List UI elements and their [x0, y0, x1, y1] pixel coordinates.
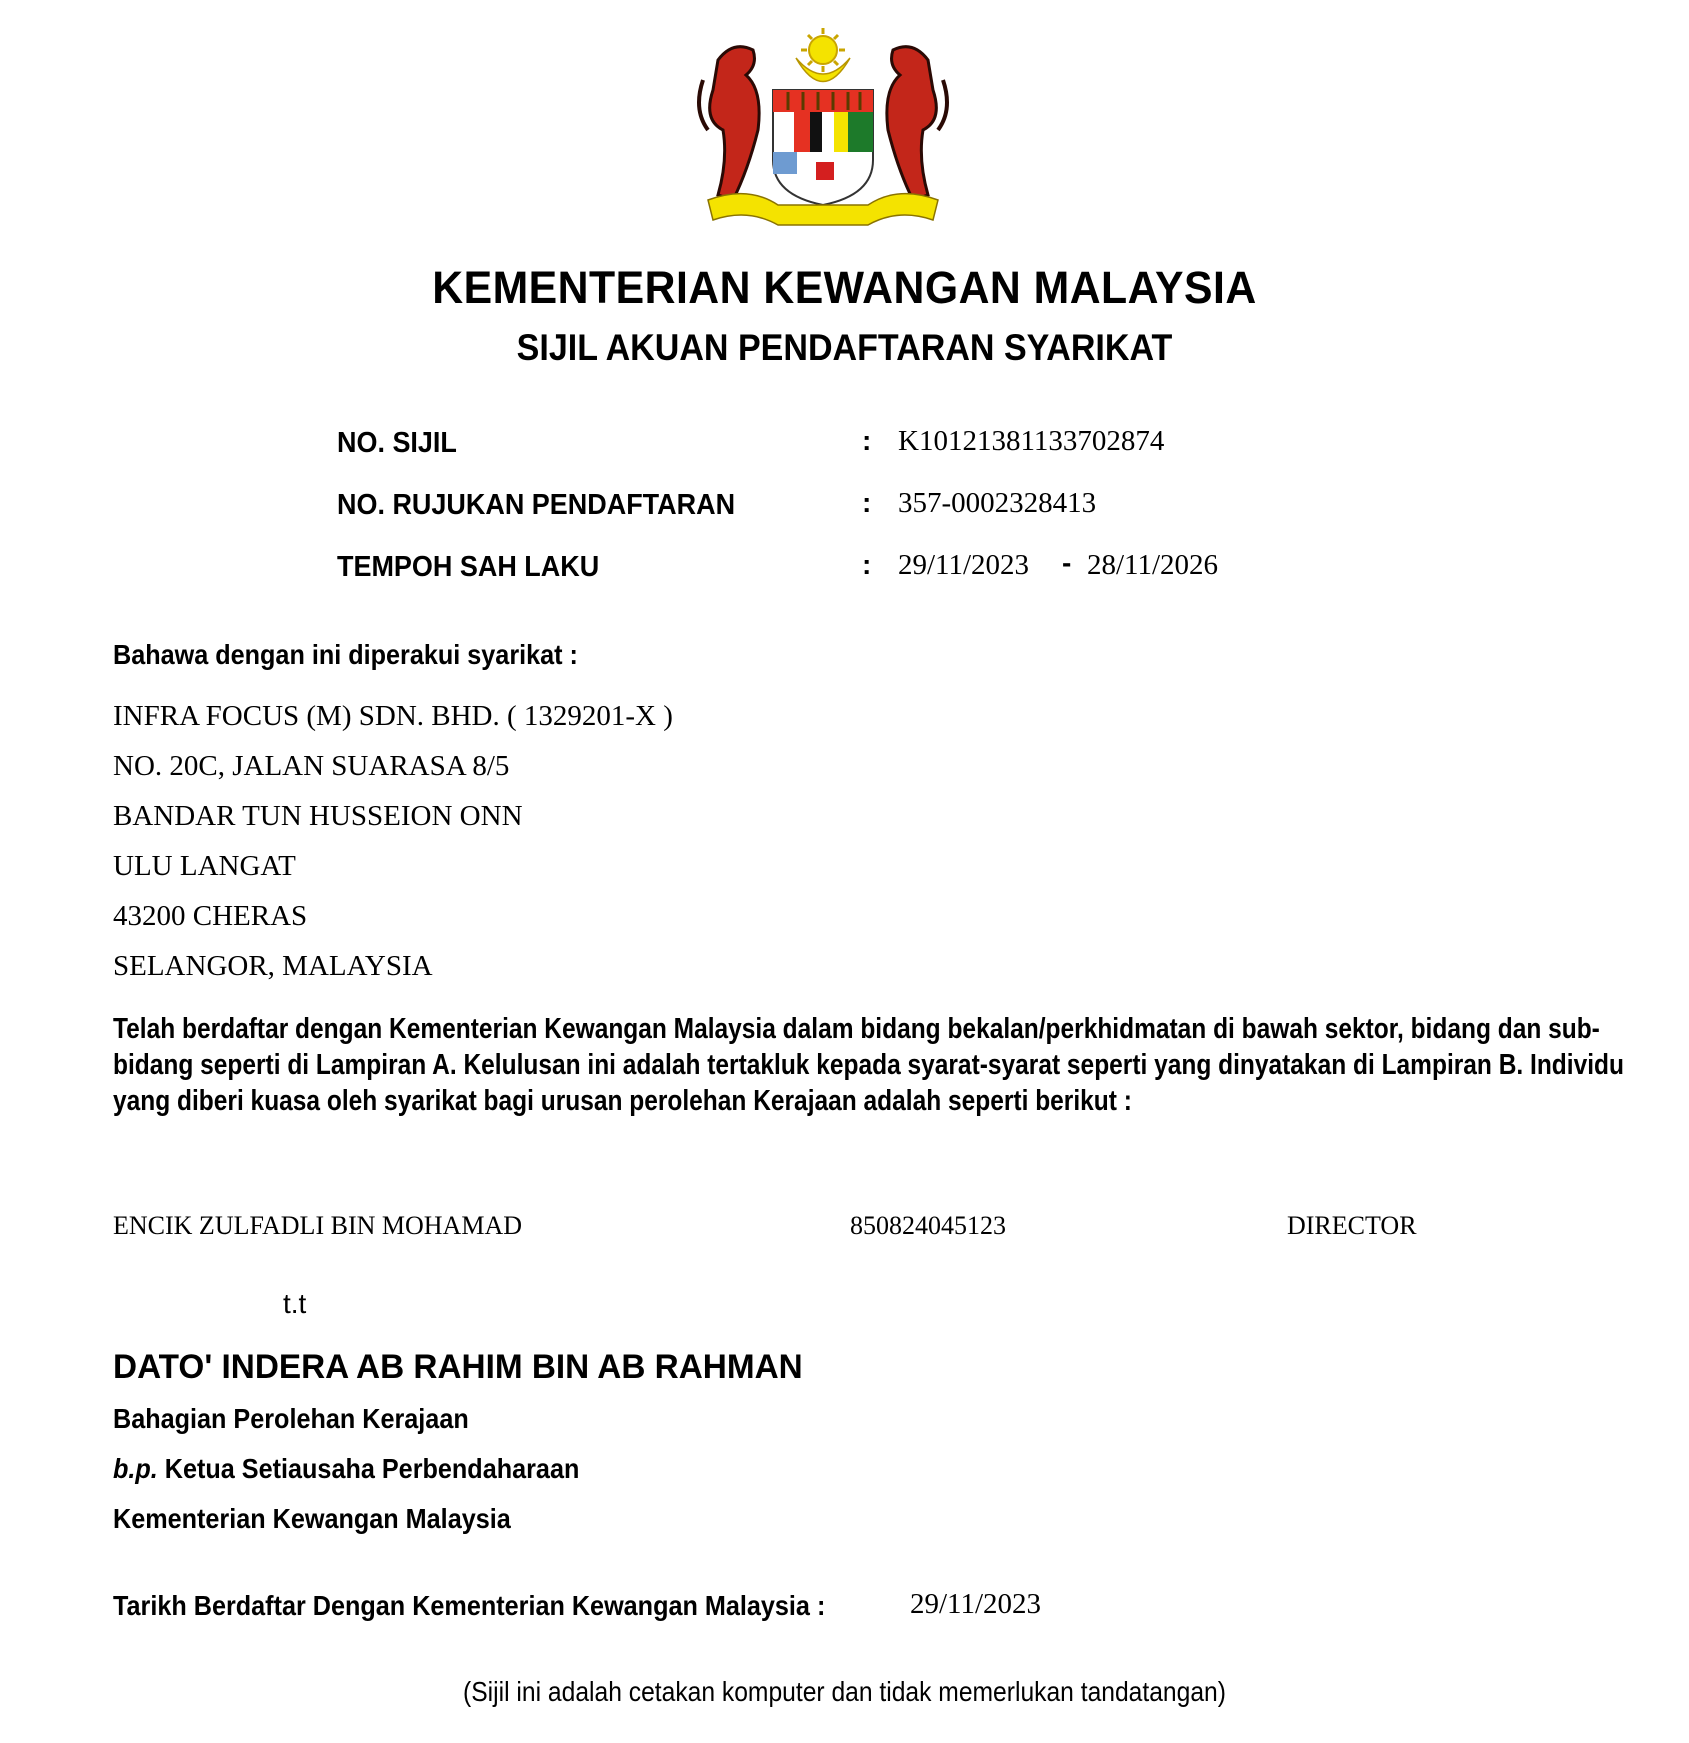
- certificate-number-label: NO. SIJIL: [337, 427, 457, 459]
- signatory-division: Bahagian Perolehan Kerajaan: [113, 1403, 469, 1434]
- validity-from: 29/11/2023: [898, 549, 1030, 581]
- signed-mark: t.t: [283, 1288, 307, 1319]
- certify-intro: Bahawa dengan ini diperakui syarikat :: [113, 639, 578, 670]
- address-line: 43200 CHERAS: [113, 900, 308, 932]
- registration-date-label: Tarikh Berdaftar Dengan Kementerian Kewangan Malaysia :: [113, 1590, 826, 1621]
- address-line: ULU LANGAT: [113, 850, 296, 882]
- signatory-ministry: Kementerian Kewangan Malaysia: [113, 1503, 511, 1534]
- certificate-number-value: K10121381133702874: [898, 425, 1165, 457]
- validity-to: 28/11/2026: [1087, 549, 1219, 581]
- authorized-person-position: DIRECTOR: [1287, 1211, 1417, 1240]
- registration-ref-value: 357-0002328413: [898, 487, 1097, 519]
- colon: :: [862, 549, 872, 580]
- colon: :: [862, 425, 872, 456]
- footer-note: (Sijil ini adalah cetakan komputer dan tidak memerlukan tandatangan): [463, 1676, 1226, 1707]
- authorized-person-name: ENCIK ZULFADLI BIN MOHAMAD: [113, 1211, 522, 1240]
- registration-date-value: 29/11/2023: [910, 1588, 1042, 1620]
- validity-period-label: TEMPOH SAH LAKU: [337, 551, 600, 583]
- colon: :: [862, 487, 872, 518]
- signatory-name: DATO' INDERA AB RAHIM BIN AB RAHMAN: [113, 1348, 803, 1386]
- validity-separator: -: [1062, 547, 1072, 578]
- signatory-on-behalf: [113, 1453, 579, 1485]
- address-line: NO. 20C, JALAN SUARASA 8/5: [113, 750, 510, 782]
- bp-prefix: b.p.: [113, 1453, 158, 1484]
- authorized-person-ic: 850824045123: [850, 1211, 1006, 1240]
- registration-statement: Telah berdaftar dengan Kementerian Kewangan Malaysia dalam bidang bekalan/perkhidmatan di bawah sektor, bidang dan sub-bidang seperti di Lampiran A. Kelulusan ini adalah tertakluk kepada syarat-syarat seperti yang dinyatakan di Lampiran B. Individu yang diberi kuasa oleh syarikat bagi urusan perolehan Kerajaan adalah seperti berikut :: [113, 1013, 1624, 1117]
- coat-of-arms-icon: [688, 20, 958, 235]
- on-behalf-title: Ketua Setiausaha Perbendaharaan: [164, 1453, 580, 1484]
- company-name: INFRA FOCUS (M) SDN. BHD. ( 1329201-X ): [113, 700, 673, 732]
- registration-ref-label: NO. RUJUKAN PENDAFTARAN: [337, 489, 736, 521]
- address-line: SELANGOR, MALAYSIA: [113, 950, 433, 982]
- certificate-title: SIJIL AKUAN PENDAFTARAN SYARIKAT: [516, 327, 1173, 368]
- ministry-title: KEMENTERIAN KEWANGAN MALAYSIA: [432, 262, 1257, 313]
- address-line: BANDAR TUN HUSSEION ONN: [113, 800, 523, 832]
